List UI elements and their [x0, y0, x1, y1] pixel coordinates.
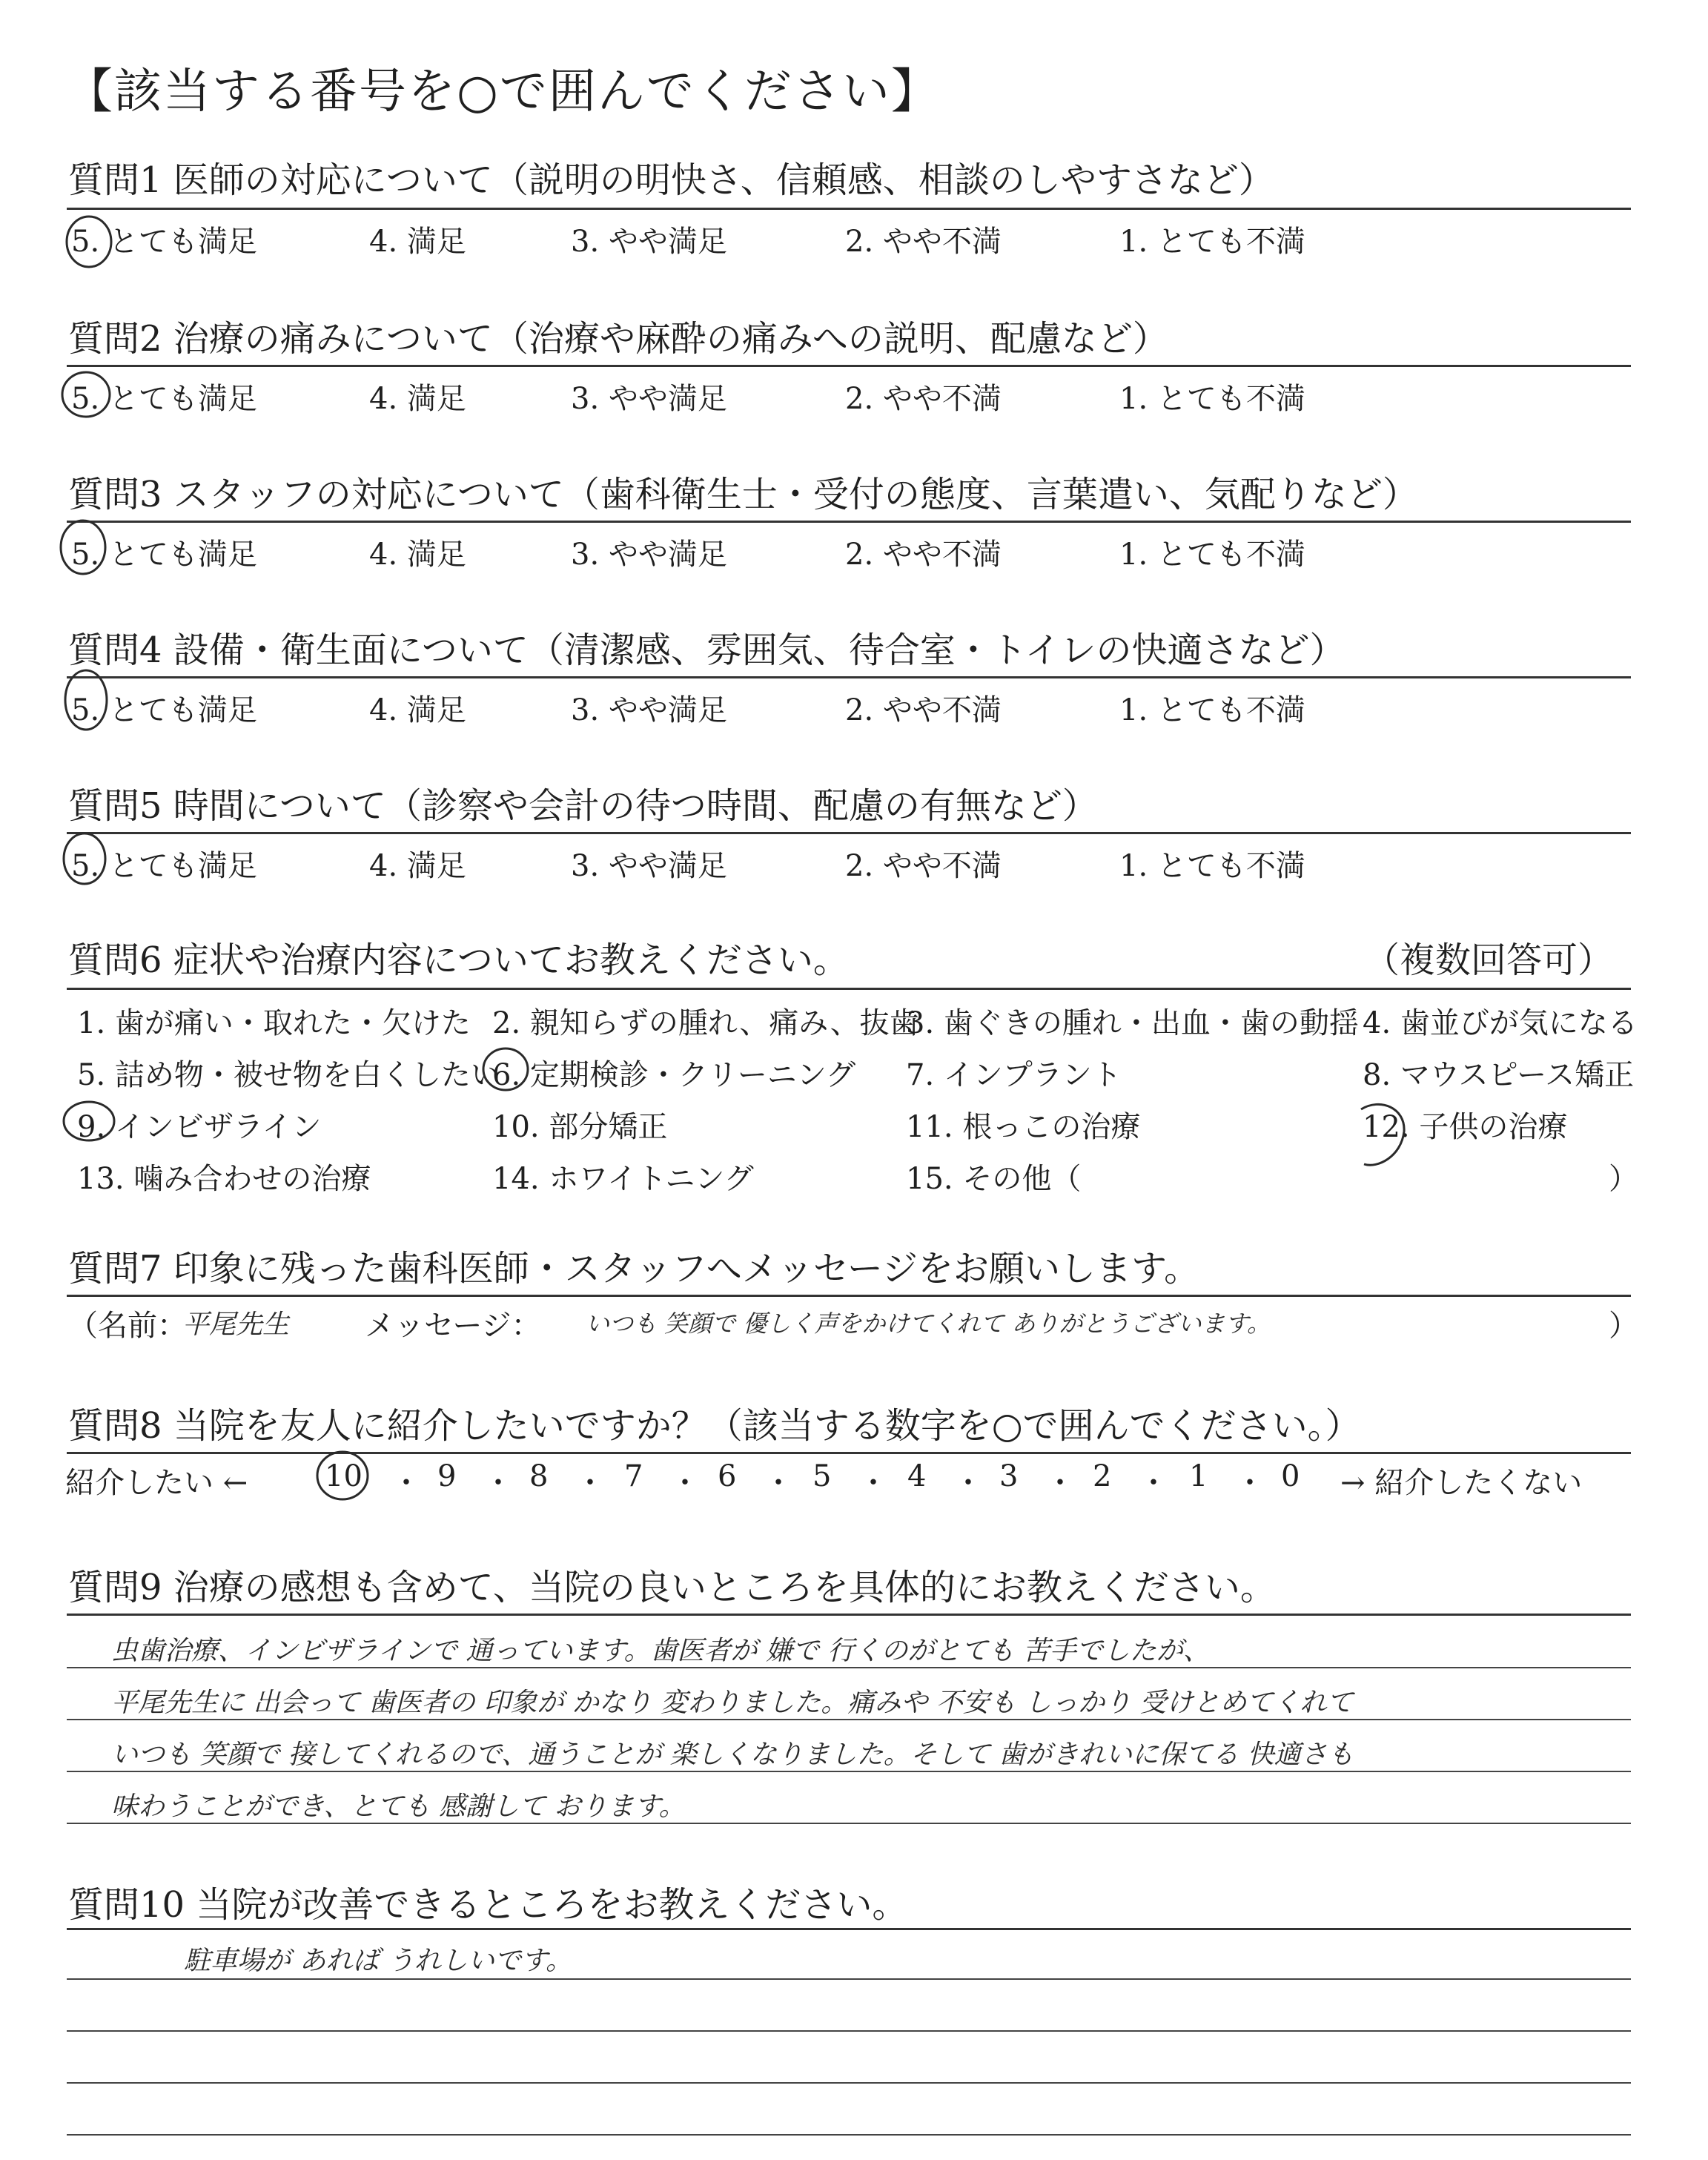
q7-title: 質問7 印象に残った歯科医師・スタッフへメッセージをお願いします。: [68, 1248, 1200, 1289]
q6-item-13[interactable]: 13. 噛み合わせの治療: [77, 1162, 371, 1196]
q8-right-label: → 紹介したくない: [1340, 1466, 1583, 1500]
q10-answer-rule: [67, 2134, 1631, 2136]
q6-item-9[interactable]: 9. インビザライン: [77, 1110, 322, 1144]
q9-rule: [67, 1614, 1631, 1616]
q10-answer-line-1[interactable]: 駐車場が あれば うれしいです。: [184, 1946, 573, 1976]
q4-option-2[interactable]: 2. やや不満: [845, 693, 1002, 727]
q2-rule: [67, 365, 1631, 367]
q9-answer-rule: [67, 1771, 1631, 1772]
q8-title: 質問8 当院を友人に紹介したいですか？（該当する数字を○で囲んでください。）: [68, 1405, 1361, 1447]
q7-rule: [67, 1295, 1631, 1297]
q10-answer-rule: [67, 2082, 1631, 2084]
q7-name-value[interactable]: 平尾先生: [182, 1309, 290, 1340]
q8-scale-10[interactable]: 10: [325, 1459, 363, 1493]
q8-rule: [67, 1452, 1631, 1454]
q3-option-3[interactable]: 3. やや満足: [571, 538, 727, 572]
q2-title: 質問2 治療の痛みについて（治療や麻酔の痛みへの説明、配慮など）: [68, 318, 1168, 360]
q6-multi-answer-note: （複数回答可）: [1364, 939, 1614, 981]
q6-item-12[interactable]: 12. 子供の治療: [1363, 1110, 1568, 1144]
q9-answer-line-3[interactable]: いつも 笑顔で 接してくれるので、通うことが 楽しくなりました。そして 歯がきれいに保てる 快適さも: [111, 1740, 1354, 1770]
q1-option-1[interactable]: 1. とても不満: [1119, 225, 1305, 259]
q9-answer-rule: [67, 1823, 1631, 1824]
q8-separator: ・: [391, 1466, 421, 1500]
q1-title: 質問1 医師の対応について（説明の明快さ、信頼感、相談のしやすさなど）: [68, 159, 1274, 201]
q7-message-value[interactable]: いつも 笑顔で 優しく声をかけてくれて ありがとうございます。: [586, 1309, 1271, 1338]
q8-separator: ・: [575, 1466, 605, 1500]
q8-separator: ・: [1045, 1466, 1075, 1500]
q4-option-3[interactable]: 3. やや満足: [571, 693, 727, 727]
q1-option-4[interactable]: 4. 満足: [369, 225, 466, 259]
q8-separator: ・: [1139, 1466, 1168, 1500]
q4-option-1[interactable]: 1. とても不満: [1119, 693, 1305, 727]
q8-scale-5[interactable]: 5: [812, 1459, 832, 1493]
q8-separator: ・: [858, 1466, 888, 1500]
q8-left-label: 紹介したい ←: [65, 1466, 248, 1500]
q8-separator: ・: [764, 1466, 793, 1500]
q8-scale-7[interactable]: 7: [624, 1459, 643, 1493]
q8-scale-8[interactable]: 8: [529, 1459, 549, 1493]
q8-separator: ・: [953, 1466, 983, 1500]
q3-title: 質問3 スタッフの対応について（歯科衛生士・受付の態度、言葉遣い、気配りなど）: [68, 474, 1418, 515]
q1-option-5[interactable]: 5. とても満足: [71, 225, 257, 259]
q9-answer-rule: [67, 1667, 1631, 1668]
q2-option-5[interactable]: 5. とても満足: [71, 382, 257, 416]
q1-option-2[interactable]: 2. やや不満: [845, 225, 1002, 259]
q2-option-2[interactable]: 2. やや不満: [845, 382, 1002, 416]
q3-option-5[interactable]: 5. とても満足: [71, 538, 257, 572]
q8-separator: ・: [1235, 1466, 1265, 1500]
q8-separator: ・: [670, 1466, 700, 1500]
q6-item-7[interactable]: 7. インプラント: [906, 1058, 1122, 1092]
q5-option-5[interactable]: 5. とても満足: [71, 849, 257, 883]
q6-other-close-paren: ）: [1609, 1162, 1638, 1196]
q8-scale-9[interactable]: 9: [437, 1459, 457, 1493]
q10-answer-rule: [67, 2030, 1631, 2032]
q7-close-paren: ）: [1609, 1309, 1638, 1343]
q5-rule: [67, 832, 1631, 834]
q4-title: 質問4 設備・衛生面について（清潔感、雰囲気、待合室・トイレの快適さなど）: [68, 630, 1345, 671]
q4-option-4[interactable]: 4. 満足: [369, 693, 466, 727]
q6-item-8[interactable]: 8. マウスピース矯正: [1363, 1058, 1635, 1092]
q3-rule: [67, 521, 1631, 523]
q9-answer-line-4[interactable]: 味わうことができ、とても 感謝して おります。: [111, 1791, 686, 1822]
q7-message-label: メッセージ：: [365, 1309, 541, 1343]
q2-option-4[interactable]: 4. 満足: [369, 382, 466, 416]
q6-item-4[interactable]: 4. 歯並びが気になる: [1363, 1006, 1638, 1040]
q3-option-1[interactable]: 1. とても不満: [1119, 538, 1305, 572]
q2-option-3[interactable]: 3. やや満足: [571, 382, 727, 416]
q3-option-4[interactable]: 4. 満足: [369, 538, 466, 572]
q1-rule: [67, 208, 1631, 210]
q6-item-1[interactable]: 1. 歯が痛い・取れた・欠けた: [77, 1006, 471, 1040]
q8-separator: ・: [483, 1466, 513, 1500]
q5-option-3[interactable]: 3. やや満足: [571, 849, 727, 883]
q4-rule: [67, 676, 1631, 678]
q7-name-label: （名前：: [68, 1309, 187, 1343]
form-title: 【該当する番号を○で囲んでください】: [65, 65, 940, 119]
q3-option-2[interactable]: 2. やや不満: [845, 538, 1002, 572]
q5-option-2[interactable]: 2. やや不満: [845, 849, 1002, 883]
q9-answer-line-2[interactable]: 平尾先生に 出会って 歯医者の 印象が かなり 変わりました。痛みや 不安も しっかり 受けとめてくれて: [111, 1688, 1354, 1718]
q6-item-15[interactable]: 15. その他（: [906, 1162, 1082, 1196]
q6-item-14[interactable]: 14. ホワイトニング: [492, 1162, 754, 1196]
q8-scale-4[interactable]: 4: [907, 1459, 927, 1493]
q8-scale-6[interactable]: 6: [718, 1459, 737, 1493]
q10-rule: [67, 1928, 1631, 1930]
q1-option-3[interactable]: 3. やや満足: [571, 225, 727, 259]
q6-item-5[interactable]: 5. 詰め物・被せ物を白くしたい: [77, 1058, 500, 1092]
q8-scale-2[interactable]: 2: [1093, 1459, 1112, 1493]
q6-item-10[interactable]: 10. 部分矯正: [492, 1110, 668, 1144]
q5-title: 質問5 時間について（診察や会計の待つ時間、配慮の有無など）: [68, 785, 1098, 827]
q4-option-5[interactable]: 5. とても満足: [71, 693, 257, 727]
q8-scale-0[interactable]: 0: [1281, 1459, 1300, 1493]
q8-scale-3[interactable]: 3: [999, 1459, 1019, 1493]
q9-answer-rule: [67, 1719, 1631, 1720]
q9-answer-line-1[interactable]: 虫歯治療、インビザラインで 通っています。歯医者が 嫌で 行くのがとても 苦手でしたが、: [111, 1636, 1210, 1666]
q6-rule: [67, 988, 1631, 990]
q10-answer-rule: [67, 1978, 1631, 1980]
q6-item-3[interactable]: 3. 歯ぐきの腫れ・出血・歯の動揺: [906, 1006, 1359, 1040]
q5-option-4[interactable]: 4. 満足: [369, 849, 466, 883]
q8-scale-1[interactable]: 1: [1189, 1459, 1208, 1493]
q6-item-6[interactable]: 6. 定期検診・クリーニング: [492, 1058, 856, 1092]
q2-option-1[interactable]: 1. とても不満: [1119, 382, 1305, 416]
q6-item-11[interactable]: 11. 根っこの治療: [906, 1110, 1141, 1144]
q9-title: 質問9 治療の感想も含めて、当院の良いところを具体的にお教えください。: [68, 1567, 1276, 1608]
q6-item-2[interactable]: 2. 親知らずの腫れ、痛み、抜歯: [492, 1006, 919, 1040]
q5-option-1[interactable]: 1. とても不満: [1119, 849, 1305, 883]
q6-title: 質問6 症状や治療内容についてお教えください。: [68, 939, 849, 981]
q10-title: 質問10 当院が改善できるところをお教えください。: [68, 1884, 908, 1926]
